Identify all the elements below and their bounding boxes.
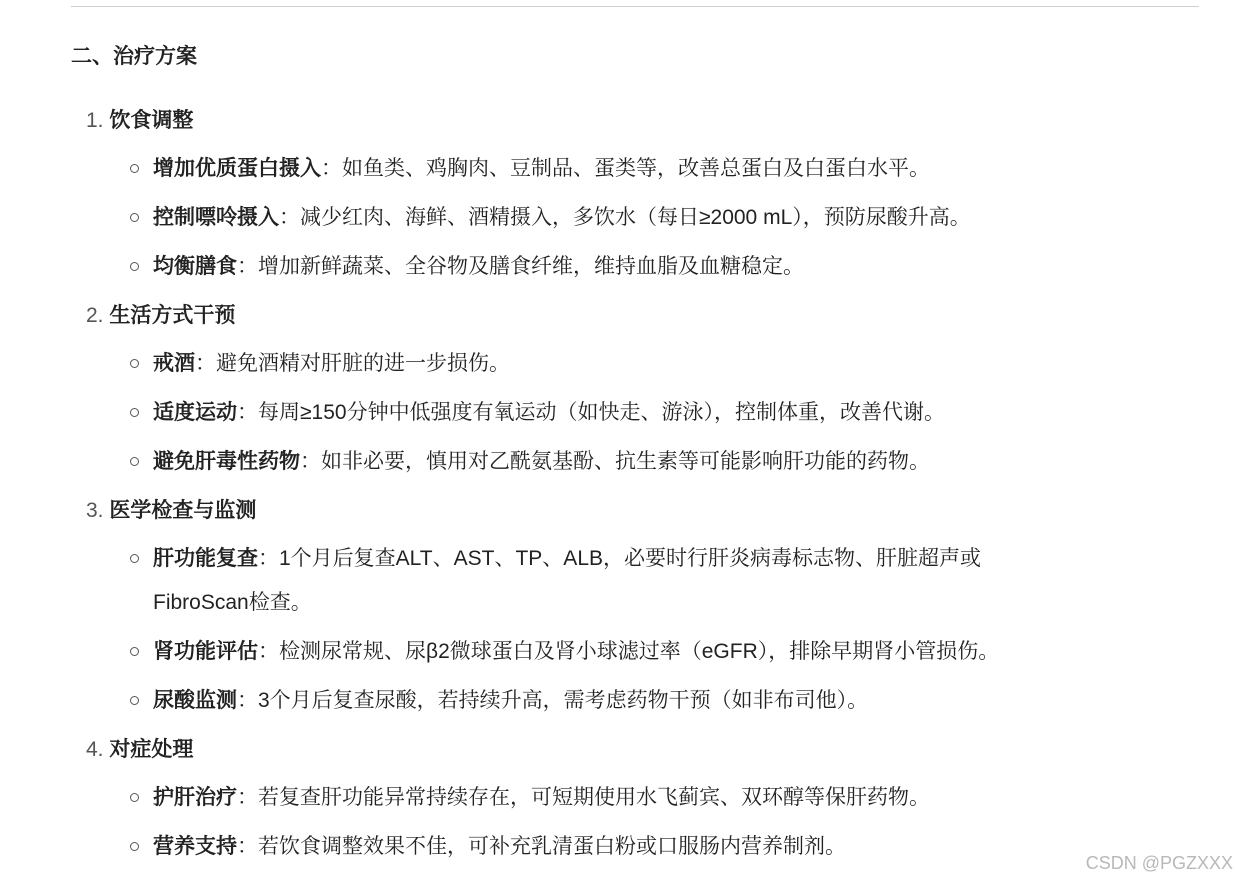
circle-bullet-icon (130, 647, 139, 656)
circle-bullet-icon (130, 164, 139, 173)
sub-item-text: ：增加新鲜蔬菜、全谷物及膳食纤维，维持血脂及血糖稳定。 (237, 255, 804, 278)
sub-item-label: 戒酒 (153, 352, 195, 375)
top-divider (71, 6, 1199, 7)
sub-item-text: ：1个月后复查ALT、AST、TP、ALB，必要时行肝炎病毒标志物、肝脏超声或 (258, 547, 982, 570)
watermark: CSDN @PGZXXX (1085, 853, 1233, 873)
sub-item-label: 增加优质蛋白摄入 (153, 157, 321, 180)
circle-bullet-icon (130, 554, 139, 563)
circle-bullet-icon (130, 213, 139, 222)
item-number: 2. (86, 304, 104, 327)
circle-bullet-icon (130, 359, 139, 368)
list-item-lifestyle (86, 299, 235, 333)
sub-item-label: 肾功能评估 (153, 640, 258, 663)
sub-item-label: 控制嘌呤摄入 (153, 206, 279, 229)
sub-item-label: 营养支持 (153, 835, 237, 858)
list-item-diet (86, 104, 193, 138)
circle-bullet-icon (130, 696, 139, 705)
sub-item-label: 尿酸监测 (153, 689, 237, 712)
section-heading: 二、治疗方案 (71, 45, 197, 68)
sub-item-text: ：检测尿常规、尿β2微球蛋白及肾小球滤过率（eGFR），排除早期肾小管损伤。 (258, 640, 1000, 663)
sub-item-text: ：减少红肉、海鲜、酒精摄入，多饮水（每日≥2000 mL），预防尿酸升高。 (279, 206, 971, 229)
sub-item-label: 护肝治疗 (153, 786, 237, 809)
item-title: 对症处理 (109, 738, 194, 761)
sub-item-text: ：3个月后复查尿酸，若持续升高，需考虑药物干预（如非布司他）。 (237, 689, 869, 712)
sub-item-label: 适度运动 (153, 401, 237, 424)
sub-item-text: ：每周≥150分钟中低强度有氧运动（如快走、游泳），控制体重，改善代谢。 (237, 401, 946, 424)
sub-item-text: ：如鱼类、鸡胸肉、豆制品、蛋类等，改善总蛋白及白蛋白水平。 (321, 157, 930, 180)
circle-bullet-icon (130, 793, 139, 802)
item-number: 4. (86, 738, 104, 761)
circle-bullet-icon (130, 457, 139, 466)
sub-item-text: ：如非必要，慎用对乙酰氨基酚、抗生素等可能影响肝功能的药物。 (300, 450, 930, 473)
list-item-symptomatic (86, 733, 193, 767)
circle-bullet-icon (130, 408, 139, 417)
sub-item-label: 避免肝毒性药物 (153, 450, 300, 473)
item-title: 医学检查与监测 (109, 499, 257, 522)
item-number: 1. (86, 109, 104, 132)
sub-item-label: 肝功能复查 (153, 547, 258, 570)
sub-item-text: FibroScan检查。 (153, 591, 312, 614)
circle-bullet-icon (130, 262, 139, 271)
sub-item-label: 均衡膳食 (153, 255, 237, 278)
item-title: 生活方式干预 (109, 304, 236, 327)
item-number: 3. (86, 499, 104, 522)
list-item-exams (86, 494, 256, 528)
circle-bullet-icon (130, 842, 139, 851)
sub-item-text: ：避免酒精对肝脏的进一步损伤。 (195, 352, 510, 375)
sub-item-text: ：若饮食调整效果不佳，可补充乳清蛋白粉或口服肠内营养制剂。 (237, 835, 846, 858)
item-title: 饮食调整 (109, 109, 194, 132)
sub-item-text: ：若复查肝功能异常持续存在，可短期使用水飞蓟宾、双环醇等保肝药物。 (237, 786, 930, 809)
